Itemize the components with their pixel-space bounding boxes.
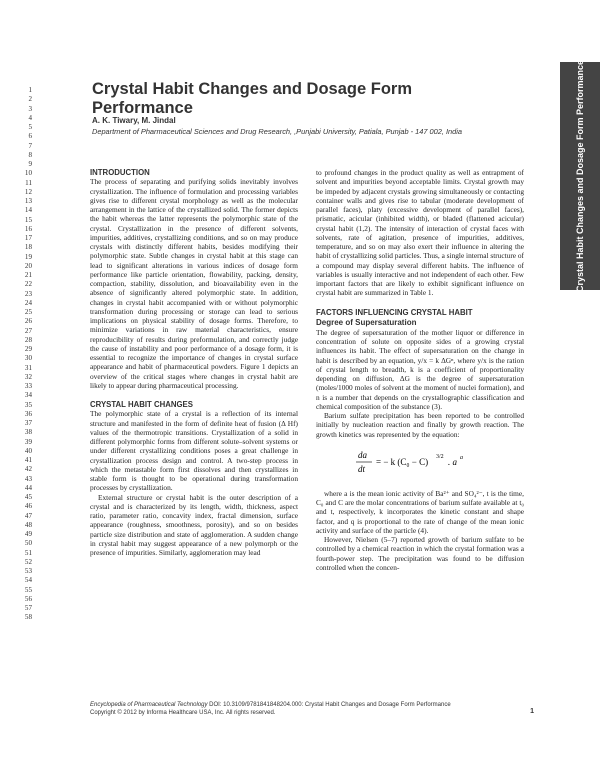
introduction-heading: INTRODUCTION <box>90 168 150 177</box>
line-number: 58 <box>24 613 32 622</box>
footer <box>90 701 530 717</box>
supersaturation-subheading: Degree of Supersaturation <box>316 317 417 327</box>
equation-denominator: dt <box>358 463 366 474</box>
line-number: 10 <box>24 169 32 178</box>
line-number: 36 <box>24 409 32 418</box>
equation-numerator: da <box>358 449 367 460</box>
habit-paragraph-2: External structure or crystal habit is the outer description of a crystal and is characterized by its length, width, thickness, aspect ratio, parameter ratio, concavity index, fractal dimension, surface appearance (roughness, smoothness, porosity), and so on besides particle size distribution and state of agglomeration. A sudden change in crystal habit may suggest appearance of a new polymorph or the presence of impurities. Similarly, agglomeration may lead <box>90 492 298 557</box>
line-number: 49 <box>24 530 32 538</box>
equation-tail-exponent: a <box>460 454 463 461</box>
line-number: 30 <box>24 354 32 363</box>
line-number: 29 <box>24 345 32 353</box>
line-number: 8 <box>28 150 32 159</box>
line-number: 39 <box>24 437 32 446</box>
side-tab-label: Crystal Habit Changes and Dosage Form Performance <box>575 59 585 293</box>
line-number: 40 <box>24 446 32 455</box>
footer-copyright: Copyright © 2012 by Informa Healthcare USA, Inc. All rights reserved. <box>90 710 276 716</box>
line-number: 31 <box>24 363 32 372</box>
line-number: 25 <box>24 308 32 316</box>
right-paragraph-1: to profound changes in the product quality as well as entrapment of solvent and impurities beyond acceptable limits. Crystal growth may be impeded by adjacent crystals growing simultaneously or contacting container walls and gives rise to tabular (moderate development of parallel faces), platy (excessive development of parallel faces), prismatic, acicular (inhibited width), or bladed (flattened acicular) crystal habit (1,2). The intensity of interaction of crystal faces with solvents, rate of agitation, presence of impurities, additives, temperature, and so on may also exert their influence in altering the habit of crystallizing solid particles. Thus, a single internal structure of a compound may display several different habits. The influence of variables is usually interactive and not independent of each other. Few important factors that are likely to exhibit significant influence on crystal habit are summarized in Table 1. <box>316 168 524 298</box>
nielsen-paragraph: However, Nielsen (5–7) reported growth of barium sulfate to be controlled by a chemical reaction in which the crystal formation was a fourth-power step. The precipitation was found to be diffusion controlled when the concen- <box>316 535 524 572</box>
line-number: 43 <box>24 474 32 483</box>
line-number: 52 <box>24 557 32 566</box>
line-number: 6 <box>28 132 32 141</box>
line-number: 2 <box>28 95 32 104</box>
line-number: 50 <box>24 539 32 548</box>
left-column <box>90 168 298 557</box>
line-number: 45 <box>24 493 32 501</box>
line-number: 14 <box>24 206 32 215</box>
line-number: 42 <box>24 465 32 474</box>
line-number: 4 <box>28 113 32 122</box>
factors-heading: FACTORS INFLUENCING CRYSTAL HABIT <box>316 307 473 317</box>
line-number: 44 <box>24 483 32 492</box>
line-number: 5 <box>28 123 32 131</box>
equation-rhs: = − k (C₀ − C) <box>376 456 429 467</box>
supersaturation-paragraph: The degree of supersaturation of the mother liquor or difference in concentration of solute on opposite sides of a growing crystal influences its habit. The effect of supersaturation on the change in habit is described by an equation, y/x = k ΔGⁿ, where y/x is the ration of crystal length to breadth, k is a coefficient of proportionality depending on diffusion, ΔG is the degree of supersaturation (moles/1000 moles of solvent at the moment of nuclei formation), and n is a number that depends on the crystallographic classification and chemical composition of the substance (3). <box>316 327 524 411</box>
line-number: 17 <box>24 234 32 242</box>
line-number: 27 <box>24 326 32 335</box>
page-number: 1 <box>530 708 534 715</box>
article-title: Crystal Habit Changes and Dosage Form Performance <box>92 80 412 117</box>
line-number: 18 <box>24 243 32 252</box>
line-number: 48 <box>24 520 32 529</box>
line-number: 32 <box>24 372 32 381</box>
footer-doi: DOI: 10.3109/9781841848204.000: Crystal Habit Changes and Dosage Form Performance <box>207 702 451 708</box>
line-number: 1 <box>28 86 32 94</box>
equation-tail: . a <box>448 456 457 467</box>
line-number: 24 <box>24 298 32 307</box>
footer-journal: Encyclopedia of Pharmaceutical Technology <box>90 702 208 708</box>
side-tab <box>560 59 600 293</box>
authors: A. K. Tiwary, M. Jindal <box>92 116 176 125</box>
line-number: 37 <box>24 419 32 427</box>
line-number: 9 <box>28 160 32 168</box>
equation-exponent: 3/2 <box>436 453 444 460</box>
line-number: 38 <box>24 428 32 437</box>
line-number: 47 <box>24 511 32 520</box>
line-number: 3 <box>28 104 32 113</box>
intro-paragraph: The process of separating and purifying solids inevitably involves crystallization. The influence of formulation and processing variables gives rise to different crystal morphology as well as the molecular arrangement in the lattice of the crystallized solid. The former depicts the habit whereas the latter represents the polymorphic state of the crystal. Crystallization in the presence of different solvents, impurities, additives, crystallizing conditions, and so on may produce crystals with distinctly different habits, besides modifying their polymorphic state. Subtle changes in crystal habit at this stage can lead to significant alterations in various indices of dosage form performance like particle orientation, flowability, packing, density, compaction, stability, dissolution, and bioavailability even in the absence of significantly altered polymorphic state. In addition, changes in crystal habit accompanied with or without polymorphic transformation during processing or storage can lead to serious implications on physical stability of dosage forms. Therefore, to minimize variations in raw material characteristics, ensure reproducibility of results during preformulation, and correctly judge the cause of instability and poor performance of a dosage form, it is essential to recognize the importance of changes in crystal surface appearance and habit of pharmaceutical powders. Figure 1 depicts an overview of the critical stages where changes in crystal habit are likely to appear during pharmaceutical processing. <box>90 177 298 390</box>
line-number: 51 <box>24 548 32 557</box>
line-number: 26 <box>24 317 32 326</box>
line-number: 19 <box>24 252 32 261</box>
line-number: 55 <box>24 585 32 594</box>
right-column <box>316 168 524 572</box>
habit-paragraph-1: The polymorphic state of a crystal is a reflection of its internal structure and manifested in the form of definite heat of fusion (Δ Hf) values of the thermotropic transitions. Crystallization of a solid in different polymorphic forms from different solute–solvent systems or under different crystallizing conditions poses a great challenge in crystallization process design and control. A two-step process in which the metastable form first dissolves and then crystallizes in stable form is thought to be operational during transformation processes by crystallization. <box>90 409 298 493</box>
line-number: 57 <box>24 604 32 612</box>
line-number: 54 <box>24 576 32 585</box>
line-number: 28 <box>24 335 32 344</box>
line-number: 12 <box>24 187 32 196</box>
line-number: 16 <box>24 224 32 233</box>
line-number: 22 <box>24 280 32 289</box>
line-number: 7 <box>28 141 32 150</box>
line-number: 13 <box>24 197 32 205</box>
line-number: 41 <box>24 456 32 464</box>
line-number: 56 <box>24 594 32 603</box>
line-number: 15 <box>24 215 32 224</box>
line-number: 21 <box>24 271 32 279</box>
line-number: 46 <box>24 502 32 511</box>
affiliation: Department of Pharmaceutical Sciences and Drug Research, ,Punjabi University, Patiala, Punjab - 147 002, India <box>92 127 463 136</box>
line-number: 33 <box>24 382 32 390</box>
line-number: 35 <box>24 400 32 409</box>
where-paragraph: where a is the mean ionic activity of Ba²⁺ and SO₄²⁻, t is the time, C₀ and C are the molar concentrations of barium sulfate available at t₀ and t, respectively, k incorporates the kinetic constant and shape factor, and q is proportional to the rate of change of the mean ionic activity and surface of the particle (4). <box>316 488 524 535</box>
equation-graphic <box>352 445 492 483</box>
line-number: 34 <box>24 391 32 400</box>
line-number: 11 <box>25 178 32 187</box>
line-numbers <box>10 86 32 623</box>
crystal-habit-heading: CRYSTAL HABIT CHANGES <box>90 400 193 409</box>
barium-paragraph: Barium sulfate precipitation has been reported to be controlled initially by nucleation reaction and finally by growth reaction. The growth kinetics was represented by the equation: <box>316 411 524 439</box>
growth-equation <box>316 439 524 489</box>
line-number: 53 <box>24 567 32 575</box>
line-number: 20 <box>24 261 32 270</box>
line-number: 23 <box>24 289 32 298</box>
